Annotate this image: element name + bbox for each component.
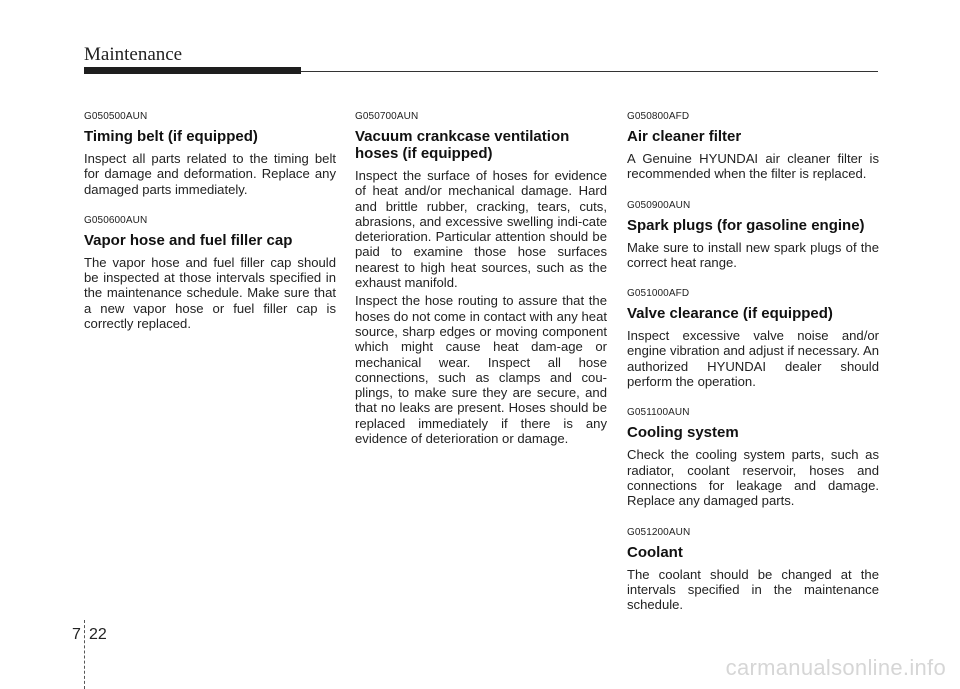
- watermark: carmanualsonline.info: [725, 655, 946, 680]
- section-coolant: [627, 527, 879, 613]
- page-number: 22: [89, 626, 107, 643]
- section-air-cleaner: [627, 111, 879, 182]
- section-paragraph: The vapor hose and fuel filler cap should be inspected at those intervals specified in the maintenance schedule. Make sure that a new vapor hose or fuel filler cap is correctly replaced.: [84, 254, 336, 332]
- section-code: G050900AUN: [627, 199, 691, 211]
- header-bar: [84, 67, 301, 74]
- section-heading: Air cleaner filter: [627, 128, 742, 145]
- section-heading: Vacuum crankcase ventilation hoses (if equipped): [355, 128, 570, 162]
- section-paragraph: Inspect the surface of hoses for evidence of heat and/or mechanical damage. Hard and brittle rubber, cracking, tears, cuts, abrasions, and excessive swelling indi-cate deterioration. Particular attention should be paid to examine those hose surfaces nearest to high heat sources, such as the exhaust manifold.: [355, 168, 607, 291]
- section-heading: Valve clearance (if equipped): [627, 305, 833, 323]
- header-rule: [301, 71, 878, 72]
- section-paragraph: Inspect all parts related to the timing belt for damage and deformation. Replace any damaged parts immediately.: [84, 151, 336, 197]
- section-paragraph: Inspect excessive valve noise and/or engine vibration and adjust if necessary. An authorized HYUNDAI dealer should perform the operation.: [627, 328, 879, 390]
- section-vapor-hose: [84, 215, 336, 331]
- section-vacuum-hoses: [355, 111, 607, 446]
- section-valve-clearance: [627, 288, 879, 389]
- section-heading: Cooling system: [627, 424, 739, 442]
- section-cooling-system: [627, 407, 879, 508]
- section-timing-belt: [84, 111, 336, 197]
- section-code: G050500AUN: [84, 111, 148, 122]
- column-1: [84, 111, 336, 349]
- section-heading: Timing belt (if equipped): [84, 128, 258, 145]
- section-heading: Spark plugs (for gasoline engine): [627, 216, 865, 234]
- section-code: G050600AUN: [84, 214, 148, 226]
- section-paragraph: Check the cooling system parts, such as radiator, coolant reservoir, hoses and connections for leakage and damage. Replace any damaged parts.: [627, 447, 879, 509]
- section-code: G051000AFD: [627, 288, 690, 300]
- section-paragraph: The coolant should be changed at the intervals specified in the maintenance schedule.: [627, 566, 879, 613]
- section-paragraph: Inspect the hose routing to assure that the hoses do not come in contact with any heat source, sharp edges or moving component which might cause heat dam-age or mechanical wear. Inspect all hose connections, such as clamps and cou-plings, to make sure they are secure, and that no leaks are present. Hoses should be replaced immediately if there is any evidence of deterioration or damage.: [355, 293, 607, 447]
- column-2: [355, 111, 607, 464]
- section-code: G050800AFD: [627, 111, 690, 122]
- column-3: [627, 111, 879, 630]
- section-code: G051200AUN: [627, 526, 691, 538]
- section-paragraph: Make sure to install new spark plugs of the correct heat range.: [627, 239, 879, 270]
- section-code: G050700AUN: [355, 111, 419, 122]
- section-heading: Coolant: [627, 543, 683, 561]
- section-heading: Vapor hose and fuel filler cap: [84, 231, 293, 249]
- section-code: G051100AUN: [627, 407, 690, 419]
- section-spark-plugs: [627, 200, 879, 271]
- footer-divider: [84, 620, 85, 689]
- chapter-number: 7: [72, 626, 81, 643]
- page-header-title: Maintenance: [84, 44, 183, 65]
- section-paragraph: A Genuine HYUNDAI air cleaner filter is recommended when the filter is replaced.: [627, 151, 879, 182]
